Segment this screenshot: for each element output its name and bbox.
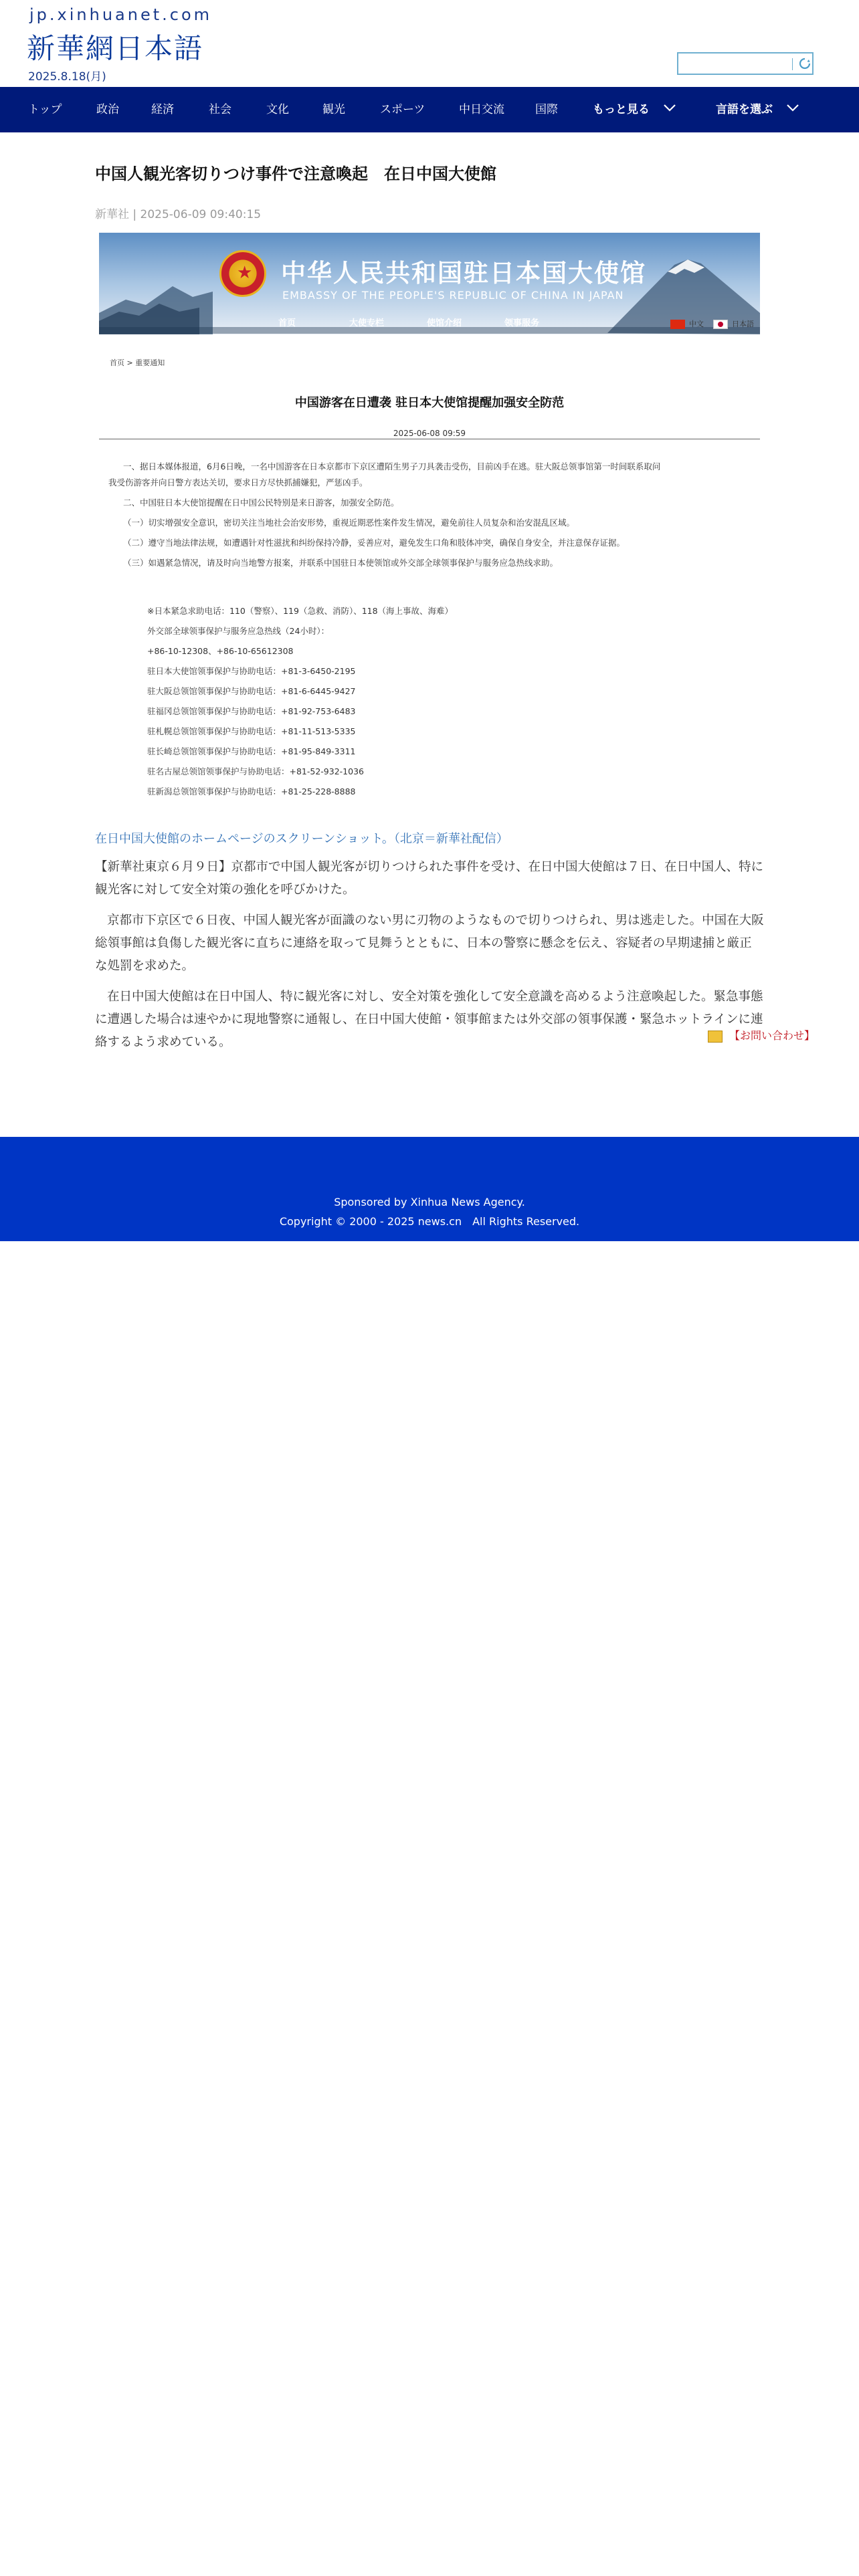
main-nav	[0, 87, 859, 132]
lang-cn	[670, 318, 704, 329]
mail-icon	[708, 1031, 723, 1043]
notice-paragraph: （一）切实增强安全意识，密切关注当地社会治安形势，重视近期恶性案件发生情况，避免前往人员复杂和治安混乱区域。	[123, 518, 575, 528]
site-logo[interactable]: 新華網日本語	[27, 32, 204, 65]
notice-date: 2025-06-08 09:59	[393, 429, 466, 438]
contact-line: 驻长崎总领馆领事保护与协助电话：+81-95-849-3311	[147, 746, 356, 756]
site-header	[0, 0, 859, 87]
lang-cn-label: 中文	[689, 320, 704, 328]
chevron-down-icon	[786, 86, 799, 131]
notice-paragraph: （三）如遇紧急情况，请及时向当地警方报案，并联系中国驻日本使领馆或外交部全球领事保护与服务应急热线求助。	[123, 558, 559, 568]
search-input[interactable]	[682, 56, 787, 71]
contact-line: +86-10-12308、+86-10-65612308	[147, 646, 294, 656]
notice-breadcrumb: 首页 > 重要通知	[110, 358, 165, 367]
banner-menu-about: 使馆介绍	[427, 318, 462, 328]
banner-title-en: EMBASSY OF THE PEOPLE'S REPUBLIC OF CHINA IN JAPAN	[282, 289, 624, 302]
image-caption: 在日中国大使館のホームページのスクリーンショット。（北京＝新華社配信）	[95, 832, 508, 846]
article-meta: 新華社 | 2025-06-09 09:40:15	[95, 208, 262, 221]
banner-menu-ambassador: 大使专栏	[349, 318, 385, 328]
notice-title: 中国游客在日遭袭 驻日本大使馆提醒加强安全防范	[294, 396, 565, 410]
notice-paragraph: 一、据日本媒体报道，6月6日晚，一名中国游客在日本京都市下京区遭陌生男子刀具袭击受伤，目前凶手在逃。驻大阪总领事馆第一时间联系取问	[123, 461, 661, 471]
banner-menu-consular: 领事服务	[504, 318, 540, 328]
contact-line: 驻日本大使馆领事保护与协助电话：+81-3-6450-2195	[147, 666, 356, 676]
notice-paragraph: 二、中国驻日本大使馆提醒在日中国公民特别是来日游客，加强安全防范。	[123, 498, 399, 508]
footer-copyright: Copyright © 2000 - 2025 news.cn All Rights Reserved.	[279, 1215, 580, 1228]
language-dropdown[interactable]	[716, 87, 799, 132]
lang-jp	[713, 318, 754, 329]
nav-item-society[interactable]: 社会	[209, 103, 231, 116]
banner-title-cn: 中华人民共和国驻日本国大使馆	[281, 259, 646, 288]
current-date: 2025.8.18(月)	[28, 70, 106, 84]
contact-line: 驻札幌总领馆领事保护与协助电话：+81-11-513-5335	[147, 726, 356, 736]
nav-item-economy[interactable]: 経済	[151, 103, 174, 116]
banner-menu-home: 首页	[278, 318, 296, 328]
nav-more-dropdown[interactable]	[593, 87, 676, 132]
china-flag-icon	[670, 320, 685, 329]
language-label: 言語を選ぶ	[716, 103, 773, 116]
site-url[interactable]: jp.xinhuanet.com	[29, 5, 213, 24]
contact-label: 【お問い合わせ】	[729, 1029, 816, 1042]
article-paragraph: 【新華社東京６月９日】京都市で中国人観光客が切りつけられた事件を受け、在日中国大使館は７日、在日中国人、特に観光客に対して安全対策の強化を呼びかけた。	[95, 860, 764, 897]
contact-line: 驻福冈总领馆领事保护与协助电话：+81-92-753-6483	[147, 706, 356, 716]
contact-line: 外交部全球领事保护与服务应急热线（24小时）：	[147, 626, 330, 636]
lang-jp-label: 日本語	[732, 320, 754, 328]
search-box	[677, 52, 814, 75]
contact-line: 驻大阪总领馆领事保护与协助电话：+81-6-6445-9427	[147, 686, 356, 696]
japan-flag-icon	[713, 320, 728, 329]
contact-line: 驻名古屋总领馆领事保护与协助电话：+81-52-932-1036	[147, 766, 364, 776]
article-paragraph: 京都市下京区で６日夜、中国人観光客が面識のない男に刃物のようなもので切りつけられ、男は逃走した。中国在大阪総領事館は負傷した観光客に直ちに連絡を取って見舞うとともに、日本の警察に懸念を伝え、容疑者の早期逮捕と厳正な処罰を求めた。	[95, 914, 764, 973]
nav-item-sports[interactable]: スポーツ	[380, 103, 425, 116]
chevron-down-icon	[663, 86, 676, 131]
search-icon[interactable]	[797, 56, 812, 71]
national-emblem-icon: ★	[219, 250, 266, 297]
nav-item-top[interactable]: トップ	[28, 103, 62, 116]
embassy-banner	[99, 233, 760, 334]
nav-item-china-japan[interactable]: 中日交流	[459, 103, 504, 116]
nav-item-culture[interactable]: 文化	[266, 103, 289, 116]
site-footer	[0, 1137, 859, 1241]
nav-item-international[interactable]: 国際	[535, 103, 558, 116]
notice-paragraph: （二）遵守当地法律法规，如遭遇针对性滋扰和纠纷保持冷静，妥善应对，避免发生口角和肢体冲突，确保自身安全，并注意保存证据。	[123, 538, 626, 548]
article-image	[99, 233, 760, 808]
nav-more-label: もっと見る	[593, 103, 650, 116]
contact-line: 驻新潟总领馆领事保护与协助电话：+81-25-228-8888	[147, 786, 356, 796]
contact-line: ※日本紧急求助电话：110（警察）、119（急救、消防）、118（海上事故、海难）	[147, 606, 454, 616]
contact-link[interactable]	[708, 1027, 815, 1043]
article-title: 中国人観光客切りつけ事件で注意喚起 在日中国大使館	[95, 165, 496, 183]
nav-item-politics[interactable]: 政治	[96, 103, 119, 116]
search-divider	[792, 58, 793, 70]
footer-sponsor: Sponsored by Xinhua News Agency.	[334, 1196, 525, 1208]
notice-paragraph: 我受伤游客并向日警方表达关切，要求日方尽快抓捕嫌犯，严惩凶手。	[108, 477, 368, 488]
nav-item-tourism[interactable]: 観光	[322, 103, 345, 116]
article-paragraph: 在日中国大使館は在日中国人、特に観光客に対し、安全対策を強化して安全意識を高めるよう注意喚起した。緊急事態に遭遇した場合は速やかに現地警察に通報し、在日中国大使館・領事館または外交部の領事保護・緊急ホットラインに連絡するよう求めている。	[95, 990, 763, 1049]
